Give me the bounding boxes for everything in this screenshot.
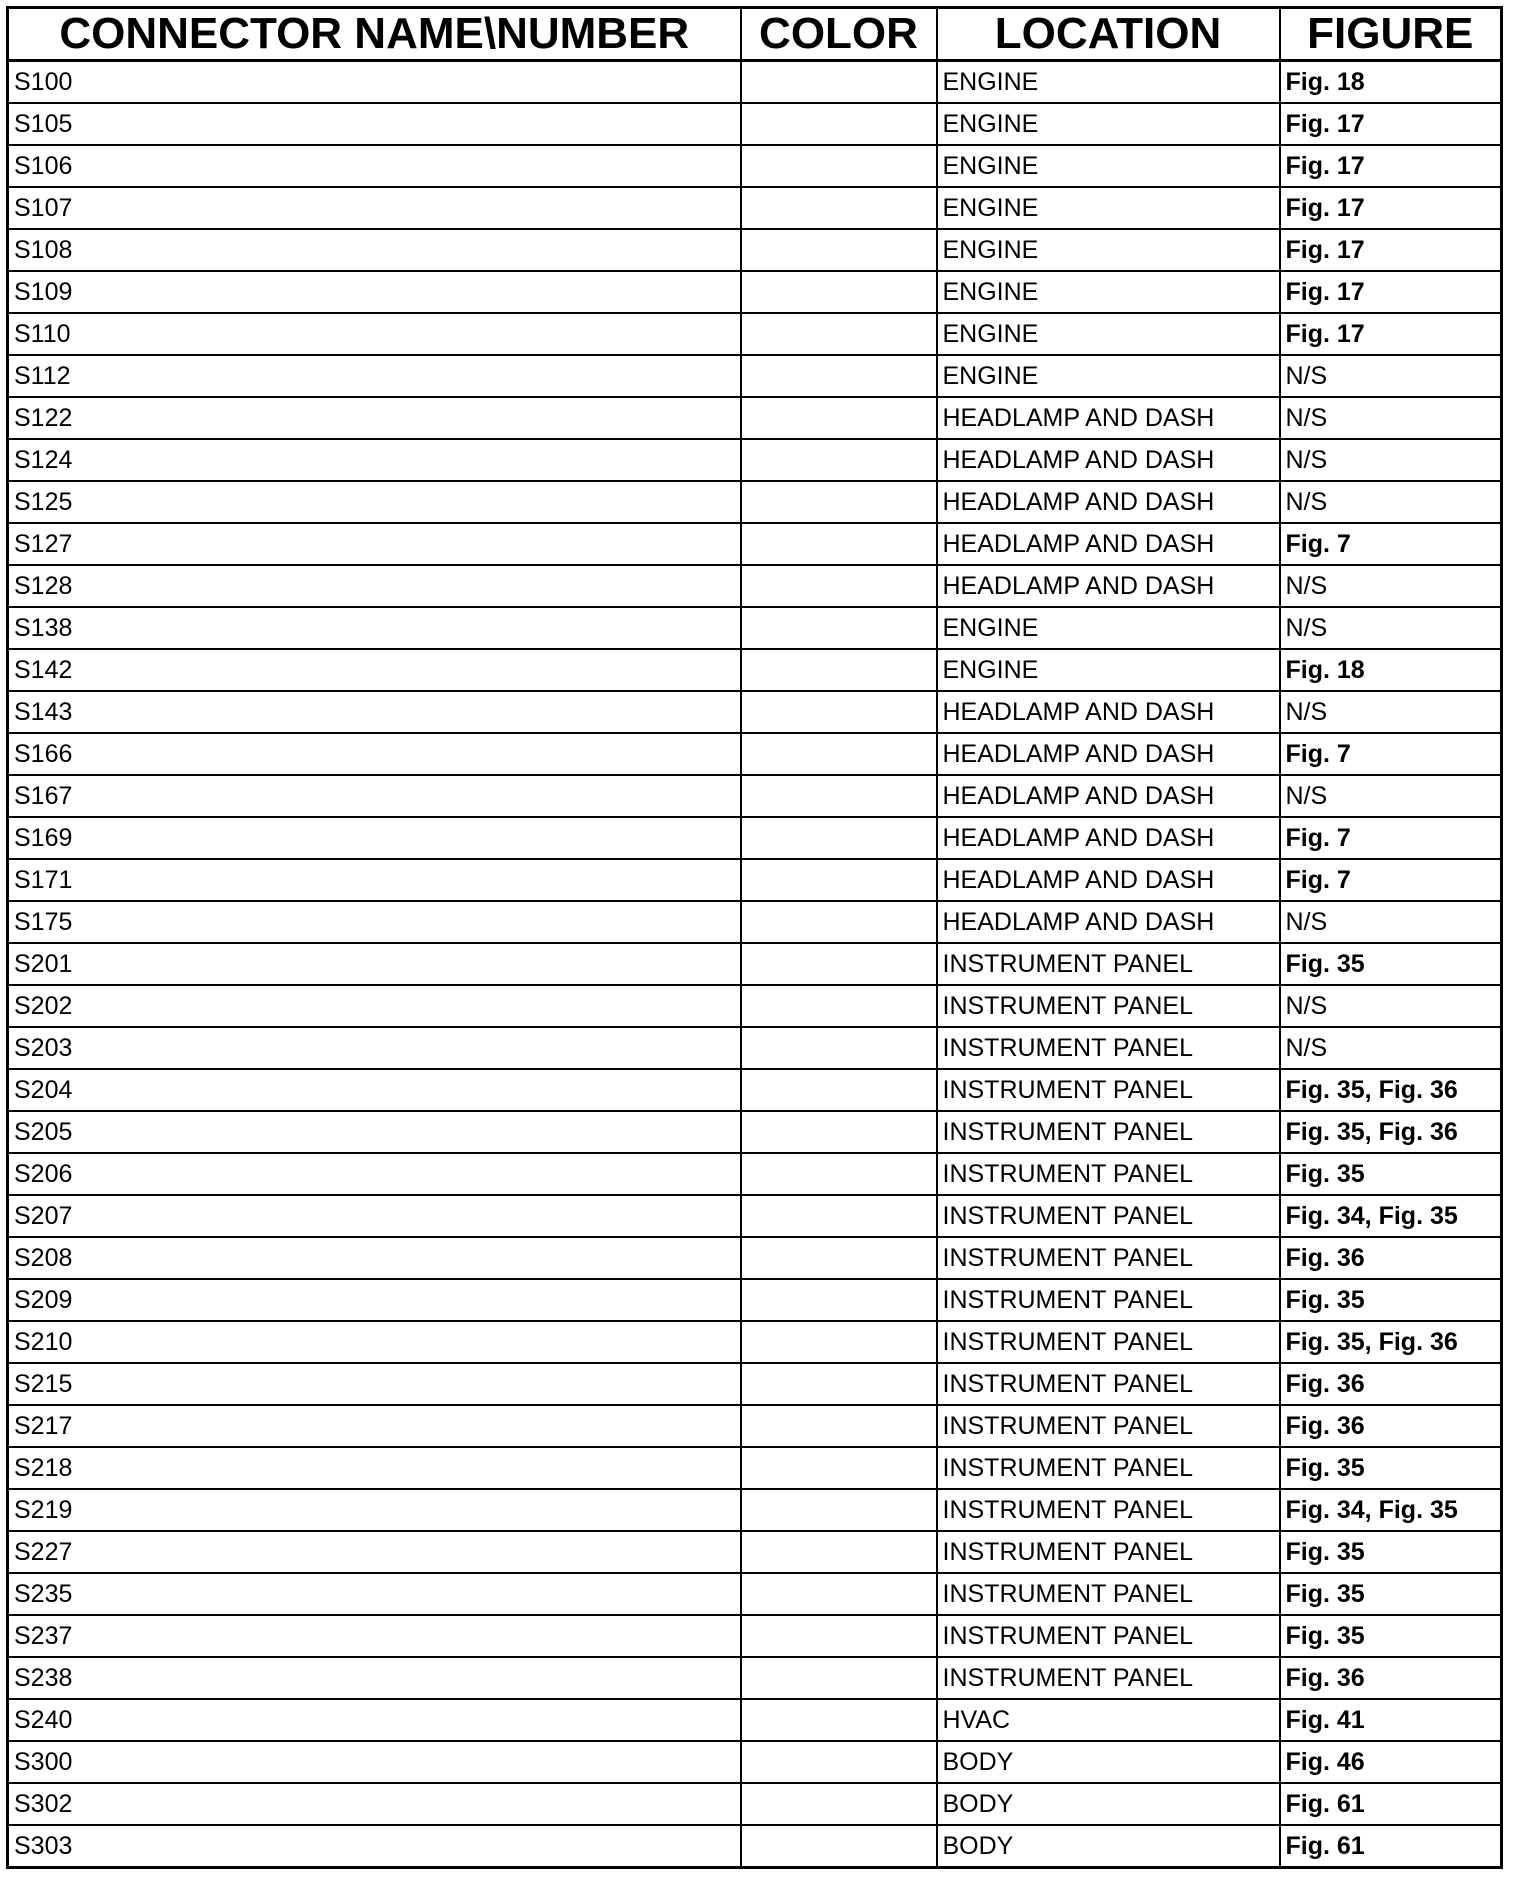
- connector-name-cell: S237: [8, 1615, 741, 1657]
- connector-name-cell: S110: [8, 313, 741, 355]
- location-cell: HEADLAMP AND DASH: [937, 901, 1280, 943]
- location-cell: INSTRUMENT PANEL: [937, 1615, 1280, 1657]
- color-cell: [741, 775, 937, 817]
- connector-name-cell: S227: [8, 1531, 741, 1573]
- figure-cell: N/S: [1280, 481, 1502, 523]
- figure-cell: Fig. 7: [1280, 859, 1502, 901]
- color-cell: [741, 943, 937, 985]
- location-cell: INSTRUMENT PANEL: [937, 1027, 1280, 1069]
- location-cell: ENGINE: [937, 103, 1280, 145]
- location-cell: INSTRUMENT PANEL: [937, 1069, 1280, 1111]
- location-cell: ENGINE: [937, 313, 1280, 355]
- connector-name-cell: S218: [8, 1447, 741, 1489]
- table-row: [8, 859, 1502, 901]
- color-cell: [741, 1237, 937, 1279]
- connector-name-cell: S238: [8, 1657, 741, 1699]
- color-cell: [741, 523, 937, 565]
- color-cell: [741, 1531, 937, 1573]
- header-row: [8, 8, 1502, 61]
- color-cell: [741, 439, 937, 481]
- table-row: [8, 481, 1502, 523]
- table-row: [8, 1027, 1502, 1069]
- color-cell: [741, 1447, 937, 1489]
- figure-cell: Fig. 46: [1280, 1741, 1502, 1783]
- table-row: [8, 1825, 1502, 1868]
- connector-name-cell: S109: [8, 271, 741, 313]
- figure-cell: Fig. 61: [1280, 1825, 1502, 1868]
- table-row: [8, 187, 1502, 229]
- figure-cell: Fig. 35, Fig. 36: [1280, 1321, 1502, 1363]
- figure-cell: Fig. 36: [1280, 1657, 1502, 1699]
- figure-cell: Fig. 34, Fig. 35: [1280, 1489, 1502, 1531]
- color-cell: [741, 1363, 937, 1405]
- color-cell: [741, 145, 937, 187]
- connector-name-cell: S203: [8, 1027, 741, 1069]
- connector-name-cell: S208: [8, 1237, 741, 1279]
- location-cell: BODY: [937, 1783, 1280, 1825]
- connector-name-cell: S143: [8, 691, 741, 733]
- location-cell: ENGINE: [937, 355, 1280, 397]
- table-row: [8, 1657, 1502, 1699]
- table-row: [8, 775, 1502, 817]
- figure-cell: Fig. 7: [1280, 817, 1502, 859]
- location-cell: HEADLAMP AND DASH: [937, 523, 1280, 565]
- color-cell: [741, 1573, 937, 1615]
- color-cell: [741, 649, 937, 691]
- table-row: [8, 1069, 1502, 1111]
- location-cell: INSTRUMENT PANEL: [937, 1489, 1280, 1531]
- connector-name-cell: S300: [8, 1741, 741, 1783]
- connector-name-cell: S142: [8, 649, 741, 691]
- figure-cell: Fig. 34, Fig. 35: [1280, 1195, 1502, 1237]
- location-cell: INSTRUMENT PANEL: [937, 1237, 1280, 1279]
- connector-name-cell: S105: [8, 103, 741, 145]
- table-row: [8, 1195, 1502, 1237]
- location-cell: INSTRUMENT PANEL: [937, 985, 1280, 1027]
- location-cell: INSTRUMENT PANEL: [937, 943, 1280, 985]
- table-row: [8, 229, 1502, 271]
- color-cell: [741, 1405, 937, 1447]
- figure-cell: N/S: [1280, 439, 1502, 481]
- connector-name-cell: S202: [8, 985, 741, 1027]
- location-cell: INSTRUMENT PANEL: [937, 1111, 1280, 1153]
- table-row: [8, 1321, 1502, 1363]
- figure-cell: Fig. 35: [1280, 1447, 1502, 1489]
- connector-name-cell: S215: [8, 1363, 741, 1405]
- table-row: [8, 355, 1502, 397]
- color-cell: [741, 1111, 937, 1153]
- connector-name-cell: S204: [8, 1069, 741, 1111]
- figure-cell: Fig. 61: [1280, 1783, 1502, 1825]
- connector-name-cell: S201: [8, 943, 741, 985]
- figure-cell: Fig. 35, Fig. 36: [1280, 1111, 1502, 1153]
- table-row: [8, 145, 1502, 187]
- location-cell: INSTRUMENT PANEL: [937, 1195, 1280, 1237]
- location-cell: BODY: [937, 1825, 1280, 1868]
- connector-name-cell: S108: [8, 229, 741, 271]
- connector-name-cell: S219: [8, 1489, 741, 1531]
- figure-cell: Fig. 35, Fig. 36: [1280, 1069, 1502, 1111]
- figure-cell: N/S: [1280, 901, 1502, 943]
- color-cell: [741, 901, 937, 943]
- color-cell: [741, 397, 937, 439]
- location-cell: ENGINE: [937, 229, 1280, 271]
- color-cell: [741, 1279, 937, 1321]
- connector-name-cell: S210: [8, 1321, 741, 1363]
- connector-name-cell: S167: [8, 775, 741, 817]
- connector-name-cell: S166: [8, 733, 741, 775]
- connector-name-cell: S206: [8, 1153, 741, 1195]
- figure-cell: Fig. 17: [1280, 103, 1502, 145]
- table-row: [8, 1783, 1502, 1825]
- location-cell: HEADLAMP AND DASH: [937, 859, 1280, 901]
- table-row: [8, 313, 1502, 355]
- figure-cell: Fig. 35: [1280, 1531, 1502, 1573]
- location-cell: INSTRUMENT PANEL: [937, 1573, 1280, 1615]
- figure-cell: Fig. 35: [1280, 1615, 1502, 1657]
- table-row: [8, 901, 1502, 943]
- figure-cell: Fig. 35: [1280, 943, 1502, 985]
- location-cell: INSTRUMENT PANEL: [937, 1405, 1280, 1447]
- location-cell: INSTRUMENT PANEL: [937, 1279, 1280, 1321]
- figure-cell: Fig. 18: [1280, 61, 1502, 104]
- color-cell: [741, 565, 937, 607]
- location-cell: HEADLAMP AND DASH: [937, 817, 1280, 859]
- location-cell: HEADLAMP AND DASH: [937, 481, 1280, 523]
- location-cell: ENGINE: [937, 145, 1280, 187]
- color-cell: [741, 1321, 937, 1363]
- location-cell: HEADLAMP AND DASH: [937, 733, 1280, 775]
- header-figure: FIGURE: [1280, 8, 1502, 61]
- location-cell: HEADLAMP AND DASH: [937, 775, 1280, 817]
- connector-table-container: [6, 6, 1500, 1869]
- location-cell: HEADLAMP AND DASH: [937, 397, 1280, 439]
- table-row: [8, 1699, 1502, 1741]
- table-row: [8, 565, 1502, 607]
- figure-cell: Fig. 41: [1280, 1699, 1502, 1741]
- connector-name-cell: S235: [8, 1573, 741, 1615]
- color-cell: [741, 733, 937, 775]
- connector-name-cell: S138: [8, 607, 741, 649]
- table-row: [8, 649, 1502, 691]
- table-row: [8, 691, 1502, 733]
- connector-name-cell: S100: [8, 61, 741, 104]
- color-cell: [741, 859, 937, 901]
- location-cell: INSTRUMENT PANEL: [937, 1657, 1280, 1699]
- table-row: [8, 439, 1502, 481]
- table-row: [8, 943, 1502, 985]
- location-cell: ENGINE: [937, 607, 1280, 649]
- connector-name-cell: S171: [8, 859, 741, 901]
- color-cell: [741, 1783, 937, 1825]
- figure-cell: N/S: [1280, 397, 1502, 439]
- color-cell: [741, 1741, 937, 1783]
- color-cell: [741, 1489, 937, 1531]
- location-cell: HEADLAMP AND DASH: [937, 439, 1280, 481]
- connector-name-cell: S209: [8, 1279, 741, 1321]
- connector-name-cell: S303: [8, 1825, 741, 1868]
- color-cell: [741, 313, 937, 355]
- location-cell: INSTRUMENT PANEL: [937, 1153, 1280, 1195]
- color-cell: [741, 187, 937, 229]
- header-connector-name: CONNECTOR NAME\NUMBER: [8, 8, 741, 61]
- figure-cell: N/S: [1280, 775, 1502, 817]
- figure-cell: Fig. 7: [1280, 523, 1502, 565]
- location-cell: INSTRUMENT PANEL: [937, 1447, 1280, 1489]
- figure-cell: N/S: [1280, 985, 1502, 1027]
- color-cell: [741, 355, 937, 397]
- color-cell: [741, 1615, 937, 1657]
- color-cell: [741, 607, 937, 649]
- color-cell: [741, 1027, 937, 1069]
- table-row: [8, 1279, 1502, 1321]
- table-row: [8, 1363, 1502, 1405]
- location-cell: INSTRUMENT PANEL: [937, 1363, 1280, 1405]
- figure-cell: Fig. 17: [1280, 229, 1502, 271]
- table-row: [8, 1447, 1502, 1489]
- connector-name-cell: S107: [8, 187, 741, 229]
- figure-cell: Fig. 17: [1280, 145, 1502, 187]
- figure-cell: N/S: [1280, 607, 1502, 649]
- table-row: [8, 607, 1502, 649]
- color-cell: [741, 1153, 937, 1195]
- figure-cell: Fig. 35: [1280, 1573, 1502, 1615]
- location-cell: INSTRUMENT PANEL: [937, 1321, 1280, 1363]
- figure-cell: Fig. 36: [1280, 1363, 1502, 1405]
- connector-name-cell: S217: [8, 1405, 741, 1447]
- connector-name-cell: S128: [8, 565, 741, 607]
- color-cell: [741, 481, 937, 523]
- color-cell: [741, 985, 937, 1027]
- connector-name-cell: S205: [8, 1111, 741, 1153]
- table-row: [8, 1489, 1502, 1531]
- color-cell: [741, 691, 937, 733]
- header-location: LOCATION: [937, 8, 1280, 61]
- connector-table: [6, 6, 1503, 1869]
- location-cell: ENGINE: [937, 649, 1280, 691]
- connector-name-cell: S106: [8, 145, 741, 187]
- table-row: [8, 1531, 1502, 1573]
- table-row: [8, 733, 1502, 775]
- table-row: [8, 397, 1502, 439]
- color-cell: [741, 103, 937, 145]
- color-cell: [741, 1069, 937, 1111]
- figure-cell: Fig. 7: [1280, 733, 1502, 775]
- table-row: [8, 103, 1502, 145]
- table-row: [8, 1237, 1502, 1279]
- figure-cell: Fig. 17: [1280, 313, 1502, 355]
- table-row: [8, 1111, 1502, 1153]
- figure-cell: Fig. 36: [1280, 1405, 1502, 1447]
- connector-name-cell: S122: [8, 397, 741, 439]
- location-cell: INSTRUMENT PANEL: [937, 1531, 1280, 1573]
- connector-name-cell: S125: [8, 481, 741, 523]
- connector-name-cell: S112: [8, 355, 741, 397]
- location-cell: HEADLAMP AND DASH: [937, 691, 1280, 733]
- table-row: [8, 985, 1502, 1027]
- figure-cell: N/S: [1280, 691, 1502, 733]
- table-row: [8, 1615, 1502, 1657]
- connector-name-cell: S175: [8, 901, 741, 943]
- table-row: [8, 1405, 1502, 1447]
- figure-cell: Fig. 17: [1280, 187, 1502, 229]
- color-cell: [741, 1195, 937, 1237]
- table-row: [8, 817, 1502, 859]
- table-header: [8, 8, 1502, 61]
- figure-cell: N/S: [1280, 355, 1502, 397]
- figure-cell: Fig. 35: [1280, 1153, 1502, 1195]
- table-row: [8, 523, 1502, 565]
- location-cell: ENGINE: [937, 187, 1280, 229]
- location-cell: BODY: [937, 1741, 1280, 1783]
- connector-name-cell: S169: [8, 817, 741, 859]
- figure-cell: Fig. 35: [1280, 1279, 1502, 1321]
- color-cell: [741, 1657, 937, 1699]
- location-cell: ENGINE: [937, 271, 1280, 313]
- color-cell: [741, 817, 937, 859]
- table-row: [8, 1153, 1502, 1195]
- figure-cell: Fig. 17: [1280, 271, 1502, 313]
- figure-cell: N/S: [1280, 565, 1502, 607]
- location-cell: HVAC: [937, 1699, 1280, 1741]
- color-cell: [741, 229, 937, 271]
- table-row: [8, 1741, 1502, 1783]
- color-cell: [741, 1699, 937, 1741]
- color-cell: [741, 271, 937, 313]
- table-row: [8, 1573, 1502, 1615]
- location-cell: HEADLAMP AND DASH: [937, 565, 1280, 607]
- header-color: COLOR: [741, 8, 937, 61]
- table-row: [8, 61, 1502, 104]
- color-cell: [741, 1825, 937, 1868]
- location-cell: ENGINE: [937, 61, 1280, 104]
- connector-name-cell: S302: [8, 1783, 741, 1825]
- figure-cell: N/S: [1280, 1027, 1502, 1069]
- table-body: [8, 61, 1502, 1868]
- figure-cell: Fig. 36: [1280, 1237, 1502, 1279]
- connector-name-cell: S124: [8, 439, 741, 481]
- connector-name-cell: S127: [8, 523, 741, 565]
- connector-name-cell: S240: [8, 1699, 741, 1741]
- figure-cell: Fig. 18: [1280, 649, 1502, 691]
- color-cell: [741, 61, 937, 104]
- connector-name-cell: S207: [8, 1195, 741, 1237]
- table-row: [8, 271, 1502, 313]
